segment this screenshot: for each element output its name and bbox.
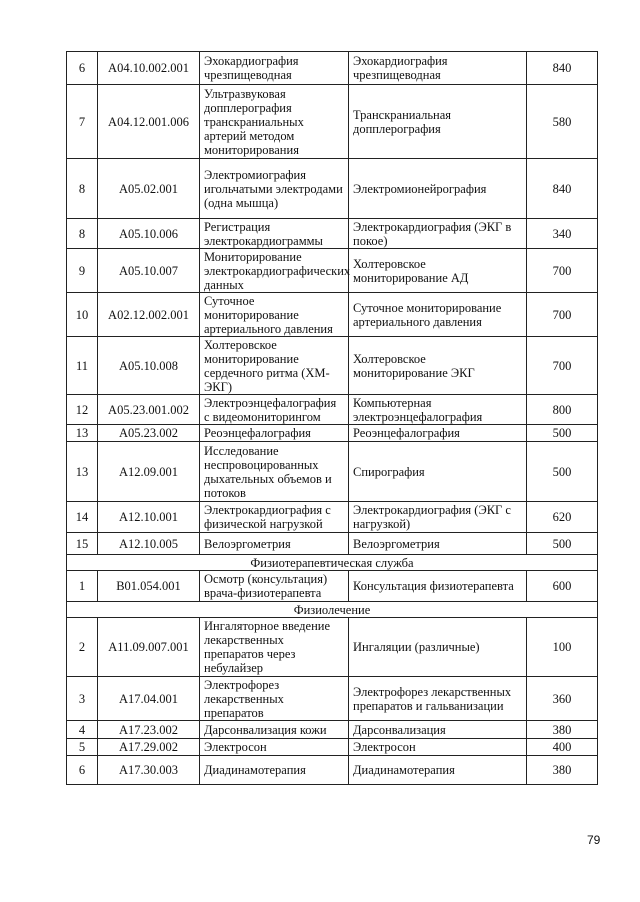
service-title: Транскраниальная допплерография	[349, 85, 527, 159]
service-title: Диадинамотерапия	[349, 756, 527, 785]
service-title: Реоэнцефалография	[349, 425, 527, 442]
service-price: 620	[527, 502, 598, 533]
service-name: Осмотр (консультация) врача-физиотерапевта	[200, 571, 349, 602]
service-title: Велоэргометрия	[349, 533, 527, 555]
service-code: A12.10.005	[98, 533, 200, 555]
service-code: A02.12.002.001	[98, 293, 200, 337]
service-code: A17.23.002	[98, 721, 200, 739]
service-price: 380	[527, 721, 598, 739]
table-body	[67, 52, 598, 785]
row-number: 11	[67, 337, 98, 395]
price-table	[66, 51, 598, 785]
table-row	[67, 425, 598, 442]
service-price: 840	[527, 159, 598, 219]
service-name: Электрофорез лекарственных препаратов	[200, 677, 349, 721]
service-title: Суточное мониторирование артериального давления	[349, 293, 527, 337]
service-code: A17.04.001	[98, 677, 200, 721]
row-number: 7	[67, 85, 98, 159]
row-number: 12	[67, 395, 98, 425]
row-number: 13	[67, 442, 98, 502]
service-name: Диадинамотерапия	[200, 756, 349, 785]
service-title: Спирография	[349, 442, 527, 502]
row-number: 8	[67, 219, 98, 249]
row-number: 4	[67, 721, 98, 739]
row-number: 9	[67, 249, 98, 293]
service-title: Ингаляции (различные)	[349, 618, 527, 677]
table-row	[67, 52, 598, 85]
table-row	[67, 442, 598, 502]
service-name: Электросон	[200, 739, 349, 756]
service-code: A05.23.001.002	[98, 395, 200, 425]
service-price: 700	[527, 337, 598, 395]
service-name: Холтеровское мониторирование сердечного ритма (ХМ-ЭКГ)	[200, 337, 349, 395]
section-title: Физиолечение	[67, 602, 598, 618]
service-code: A12.09.001	[98, 442, 200, 502]
row-number: 2	[67, 618, 98, 677]
table-row	[67, 249, 598, 293]
service-code: A17.29.002	[98, 739, 200, 756]
service-code: A05.10.006	[98, 219, 200, 249]
table-row	[67, 677, 598, 721]
service-price: 500	[527, 425, 598, 442]
service-price: 340	[527, 219, 598, 249]
table-row	[67, 571, 598, 602]
section-row	[67, 555, 598, 571]
row-number: 15	[67, 533, 98, 555]
service-code: A05.10.007	[98, 249, 200, 293]
service-price: 700	[527, 293, 598, 337]
service-code: A05.23.002	[98, 425, 200, 442]
service-price: 380	[527, 756, 598, 785]
service-title: Дарсонвализация	[349, 721, 527, 739]
row-number: 5	[67, 739, 98, 756]
service-name: Ультразвуковая допплерография транскраниальных артерий методом мониторирования	[200, 85, 349, 159]
service-name: Реоэнцефалография	[200, 425, 349, 442]
table-row	[67, 618, 598, 677]
row-number: 14	[67, 502, 98, 533]
service-price: 100	[527, 618, 598, 677]
section-title: Физиотерапевтическая служба	[67, 555, 598, 571]
service-title: Компьютерная электроэнцефалография	[349, 395, 527, 425]
service-name: Электрокардиография с физической нагрузкой	[200, 502, 349, 533]
page-number: 79	[587, 833, 601, 847]
row-number: 8	[67, 159, 98, 219]
service-title: Электромионейрография	[349, 159, 527, 219]
service-price: 840	[527, 52, 598, 85]
service-name: Эхокардиография чрезпищеводная	[200, 52, 349, 85]
table-row	[67, 395, 598, 425]
row-number: 6	[67, 756, 98, 785]
table-row	[67, 739, 598, 756]
service-title: Электрокардиография (ЭКГ с нагрузкой)	[349, 502, 527, 533]
table-row	[67, 502, 598, 533]
service-price: 400	[527, 739, 598, 756]
service-name: Дарсонвализация кожи	[200, 721, 349, 739]
service-price: 360	[527, 677, 598, 721]
service-price: 600	[527, 571, 598, 602]
service-name: Электроэнцефалография с видеомониторингом	[200, 395, 349, 425]
service-title: Эхокардиография чрезпищеводная	[349, 52, 527, 85]
table-row	[67, 756, 598, 785]
service-name: Мониторирование электрокардиографических данных	[200, 249, 349, 293]
section-row	[67, 602, 598, 618]
service-price: 500	[527, 533, 598, 555]
service-code: B01.054.001	[98, 571, 200, 602]
service-code: A17.30.003	[98, 756, 200, 785]
table-row	[67, 533, 598, 555]
service-price: 580	[527, 85, 598, 159]
service-title: Холтеровское мониторирование ЭКГ	[349, 337, 527, 395]
table-row	[67, 159, 598, 219]
service-title: Электрофорез лекарственных препаратов и гальванизации	[349, 677, 527, 721]
service-name: Исследование неспровоцированных дыхательных объемов и потоков	[200, 442, 349, 502]
row-number: 3	[67, 677, 98, 721]
service-price: 700	[527, 249, 598, 293]
row-number: 10	[67, 293, 98, 337]
service-code: A12.10.001	[98, 502, 200, 533]
service-name: Электромиография игольчатыми электродами (одна мышца)	[200, 159, 349, 219]
service-title: Холтеровское мониторирование АД	[349, 249, 527, 293]
service-name: Ингаляторное введение лекарственных препаратов через небулайзер	[200, 618, 349, 677]
table-row	[67, 337, 598, 395]
service-title: Электросон	[349, 739, 527, 756]
service-price: 800	[527, 395, 598, 425]
service-code: A11.09.007.001	[98, 618, 200, 677]
service-code: A04.10.002.001	[98, 52, 200, 85]
row-number: 6	[67, 52, 98, 85]
service-title: Электрокардиография (ЭКГ в покое)	[349, 219, 527, 249]
service-code: A04.12.001.006	[98, 85, 200, 159]
row-number: 13	[67, 425, 98, 442]
table-row	[67, 219, 598, 249]
table-row	[67, 293, 598, 337]
service-name: Суточное мониторирование артериального давления	[200, 293, 349, 337]
service-name: Регистрация электрокардиограммы	[200, 219, 349, 249]
service-code: A05.10.008	[98, 337, 200, 395]
service-title: Консультация физиотерапевта	[349, 571, 527, 602]
service-code: A05.02.001	[98, 159, 200, 219]
service-name: Велоэргометрия	[200, 533, 349, 555]
table-row	[67, 721, 598, 739]
row-number: 1	[67, 571, 98, 602]
service-price: 500	[527, 442, 598, 502]
table-row	[67, 85, 598, 159]
